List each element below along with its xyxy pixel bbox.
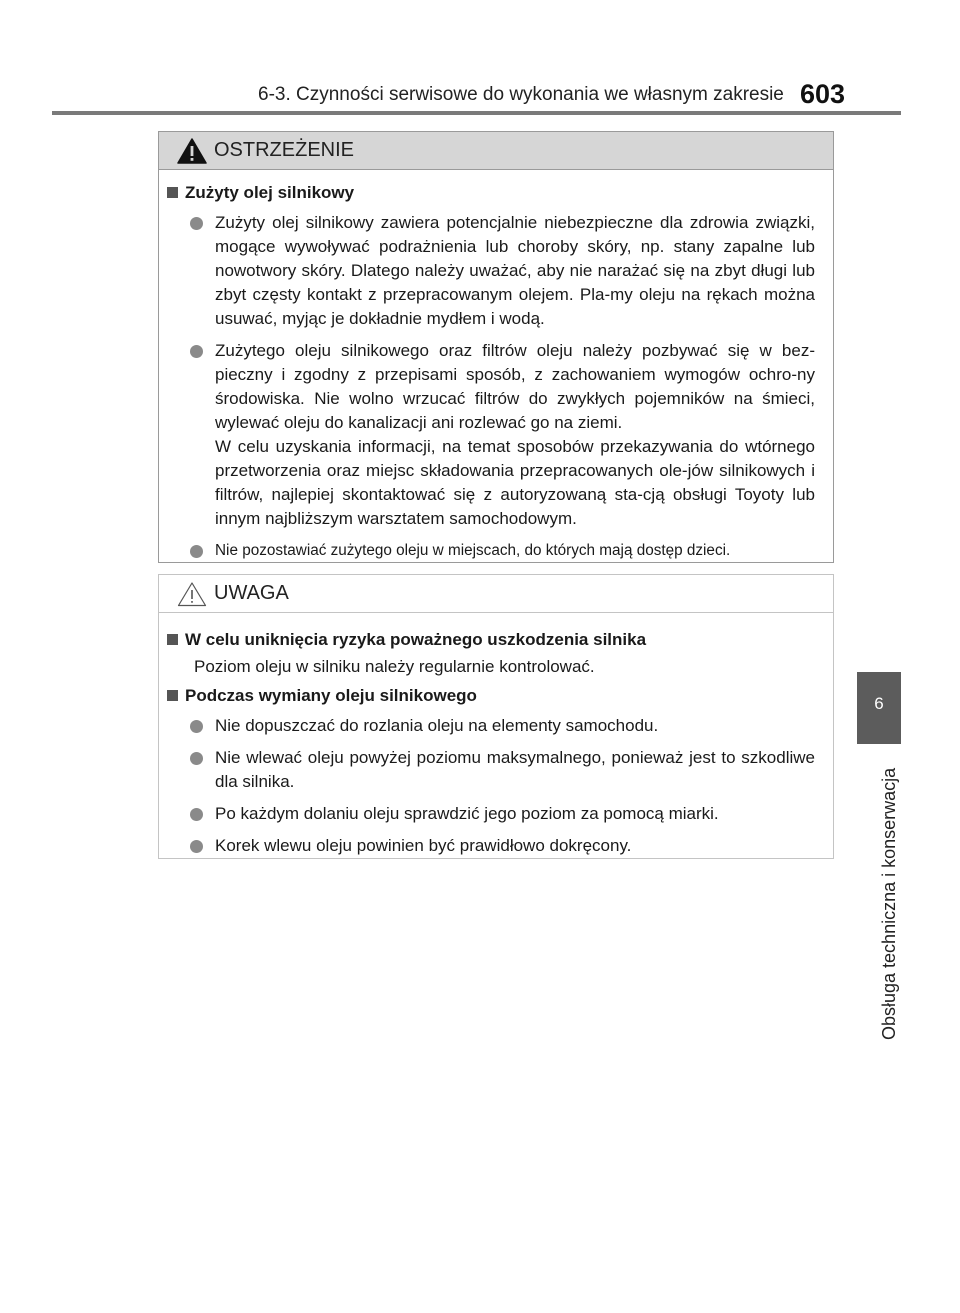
warning-box-title: OSTRZEŻENIE (214, 139, 355, 161)
chapter-number: 6 (874, 694, 884, 713)
square-bullet-icon (167, 187, 178, 198)
round-bullet-icon (190, 720, 203, 733)
round-bullet-icon (190, 545, 203, 558)
chapter-tab (857, 672, 901, 744)
warning-section-title: Zużyty olej silnikowy (185, 183, 355, 202)
warning-triangle-filled-icon (177, 138, 207, 164)
warning-item (190, 539, 815, 563)
caution-item-text: Po każdym dolaniu oleju sprawdzić jego poziom za pomocą miarki. (215, 804, 719, 823)
warning-item (190, 211, 815, 331)
round-bullet-icon (190, 752, 203, 765)
caution-item (190, 802, 815, 826)
warning-item-content (215, 339, 815, 531)
warning-item-text: W celu uzyskania informacji, na temat sposobów przekazywania do wtórnego przetworzenia oraz miejsc składowania przepracowanych ole-jów silnikowych i filtrów, najlepiej skontaktować się z autoryzowaną sta-cją obsługi Toyoty lub innym najbliższym warsztatem samochodowym. (215, 437, 815, 528)
header-rule (52, 111, 901, 115)
caution-item-text: Korek wlewu oleju powinien być prawidłowo dokręcony. (215, 836, 632, 855)
warning-box-header (159, 132, 833, 170)
round-bullet-icon (190, 345, 203, 358)
round-bullet-icon (190, 217, 203, 230)
caution-section (167, 685, 815, 707)
warning-box (158, 131, 834, 563)
caution-section-title: W celu uniknięcia ryzyka poważnego uszkodzenia silnika (185, 630, 647, 649)
caution-box (158, 574, 834, 859)
caution-triangle-outline-icon (177, 581, 207, 607)
running-header-title: 6-3. Czynności serwisowe do wykonania we własnym zakresie (258, 84, 784, 105)
caution-item (190, 714, 815, 738)
square-bullet-icon (167, 634, 178, 645)
warning-item-text: Zużyty olej silnikowy zawiera potencjalnie niebezpieczne dla zdrowia związki, mogące wywoływać podrażnienia lub choroby skóry, np. stany zapalne lub nowotwory skóry. Dlatego należy uważać, aby nie narażać się na zbyt długi lub zbyt częsty kontakt z przepracowanym olejem. Pla-my oleju na rękach można usuwać, myjąc je dokładnie mydłem i wodą. (215, 213, 815, 328)
warning-item-text: Zużytego oleju silnikowego oraz filtrów oleju należy pozbywać się w bez-pieczny i zgodny z przepisami sposób, z zachowaniem wymogów ochro-ny środowiska. Nie wolno wrzucać filtrów do zwykłych pojemników na śmieci, wylewać oleju do kanalizacji ani rozlewać go na ziemi. (215, 341, 815, 432)
caution-item (190, 746, 815, 794)
warning-item-text: Nie pozostawiać zużytego oleju w miejscach, do których mają dostęp dzieci. (215, 542, 731, 559)
caution-item-text: Nie wlewać oleju powyżej poziomu maksymalnego, ponieważ jest to szkodliwe dla silnika. (215, 748, 815, 791)
warning-section (167, 182, 815, 204)
warning-box-body (159, 170, 833, 563)
chapter-label: Obsługa techniczna i konserwacja (879, 767, 899, 1040)
caution-section (167, 629, 815, 651)
caution-section-text: Poziom oleju w silniku należy regularnie kontrolować. (194, 657, 595, 676)
square-bullet-icon (167, 690, 178, 701)
caution-item-text: Nie dopuszczać do rozlania oleju na elementy samochodu. (215, 716, 659, 735)
caution-box-title: UWAGA (214, 582, 289, 604)
caution-box-body (159, 613, 833, 858)
page-number: 603 (800, 79, 846, 109)
round-bullet-icon (190, 808, 203, 821)
round-bullet-icon (190, 840, 203, 853)
caution-item (190, 834, 815, 858)
caution-section-title: Podczas wymiany oleju silnikowego (185, 686, 477, 705)
warning-item (190, 339, 815, 531)
caution-box-header (159, 575, 833, 613)
